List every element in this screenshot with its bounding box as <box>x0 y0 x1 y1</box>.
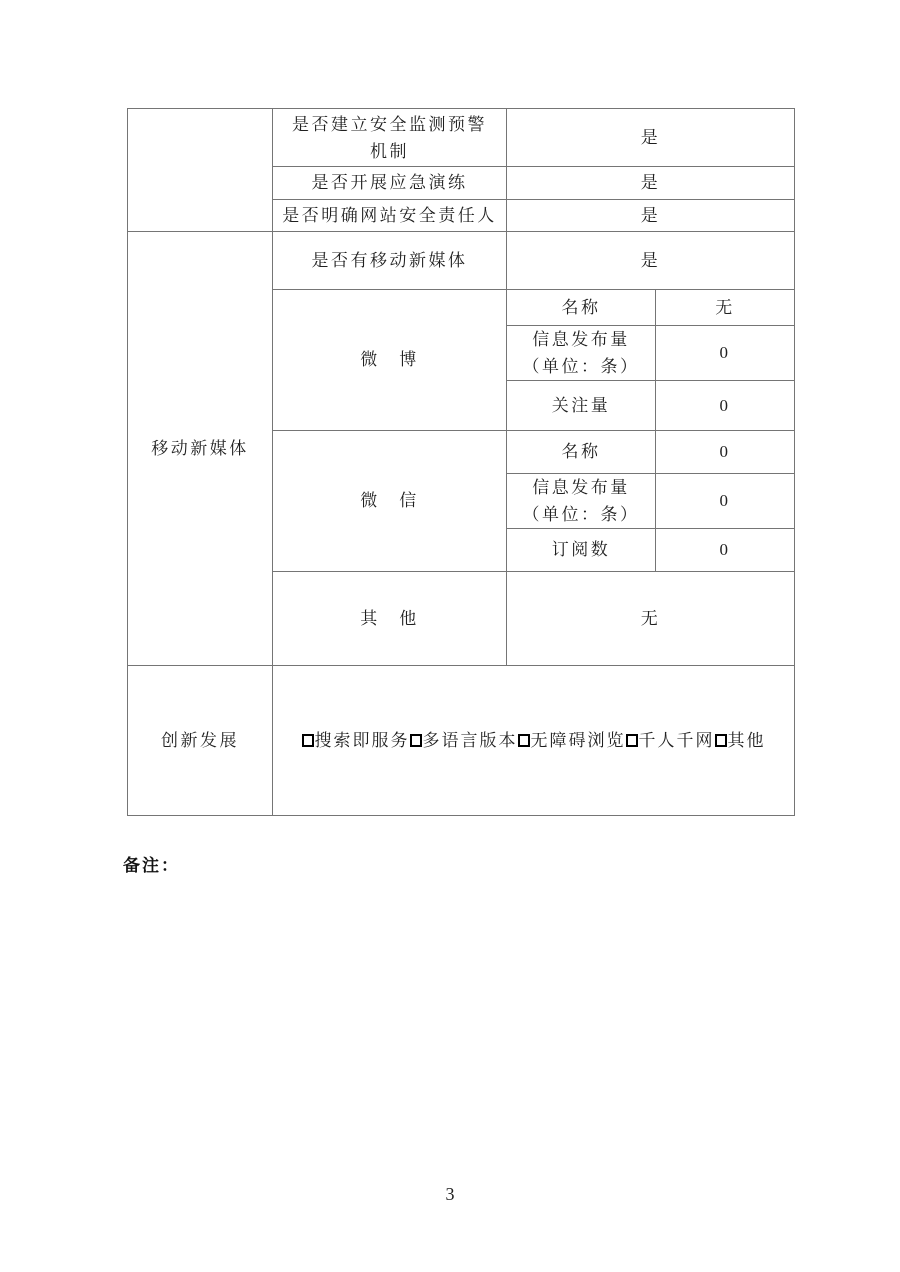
report-table <box>127 108 795 816</box>
value-other-media: 无 <box>507 572 795 666</box>
row-label-weibo-name: 名称 <box>507 290 656 326</box>
innovation-options-row <box>302 731 766 750</box>
value-emergency-drill: 是 <box>507 167 795 200</box>
innovation-options-cell <box>273 666 795 816</box>
page-number: 3 <box>445 1184 455 1204</box>
cell-wechat-title: 微 信 <box>273 431 507 572</box>
checkbox-personalized-icon <box>626 734 638 747</box>
label-line: 是否建立安全监测预警 <box>292 114 487 134</box>
value-weibo-posts: 0 <box>656 326 795 381</box>
value-weibo-name: 无 <box>656 290 795 326</box>
row-label-weibo-posts <box>507 326 656 381</box>
value-security-monitoring: 是 <box>507 109 795 167</box>
option-label-accessibility: 无障碍浏览 <box>530 730 626 750</box>
section-cell-empty <box>128 109 273 232</box>
row-label-other-media: 其 他 <box>273 572 507 666</box>
cell-weibo-title: 微 博 <box>273 290 507 431</box>
row-label-weibo-followers: 关注量 <box>507 381 656 431</box>
label-line: 机制 <box>370 141 409 161</box>
row-label-wechat-posts <box>507 474 656 529</box>
checkbox-accessibility-icon <box>518 734 530 747</box>
option-label-other: 其他 <box>727 730 766 750</box>
row-label-wechat-subscribers: 订阅数 <box>507 529 656 572</box>
label-line: （单位：条） <box>522 505 640 524</box>
notes-label: 备注： <box>123 856 180 875</box>
row-label-wechat-name: 名称 <box>507 431 656 474</box>
checkbox-other-icon <box>715 734 727 747</box>
value-has-mobile-media: 是 <box>507 232 795 290</box>
option-label-personalized: 千人千网 <box>638 730 715 750</box>
value-wechat-name: 0 <box>656 431 795 474</box>
option-label-search-as-service: 搜索即服务 <box>314 730 410 750</box>
checkbox-multilingual-icon <box>410 734 422 747</box>
row-label-has-mobile-media: 是否有移动新媒体 <box>273 232 507 290</box>
row-label-emergency-drill: 是否开展应急演练 <box>273 167 507 200</box>
value-wechat-posts: 0 <box>656 474 795 529</box>
value-weibo-followers: 0 <box>656 381 795 431</box>
checkbox-search-as-service-icon <box>302 734 314 747</box>
section-cell-innovation: 创新发展 <box>128 666 273 816</box>
section-cell-mobile-media: 移动新媒体 <box>128 232 273 666</box>
option-label-multilingual: 多语言版本 <box>422 730 518 750</box>
row-label-security-monitoring <box>273 109 507 167</box>
row-label-security-officer: 是否明确网站安全责任人 <box>273 200 507 232</box>
label-line: 信息发布量 <box>532 330 630 349</box>
label-line: 信息发布量 <box>532 478 630 497</box>
value-security-officer: 是 <box>507 200 795 232</box>
label-line: （单位：条） <box>522 357 640 376</box>
value-wechat-subscribers: 0 <box>656 529 795 572</box>
